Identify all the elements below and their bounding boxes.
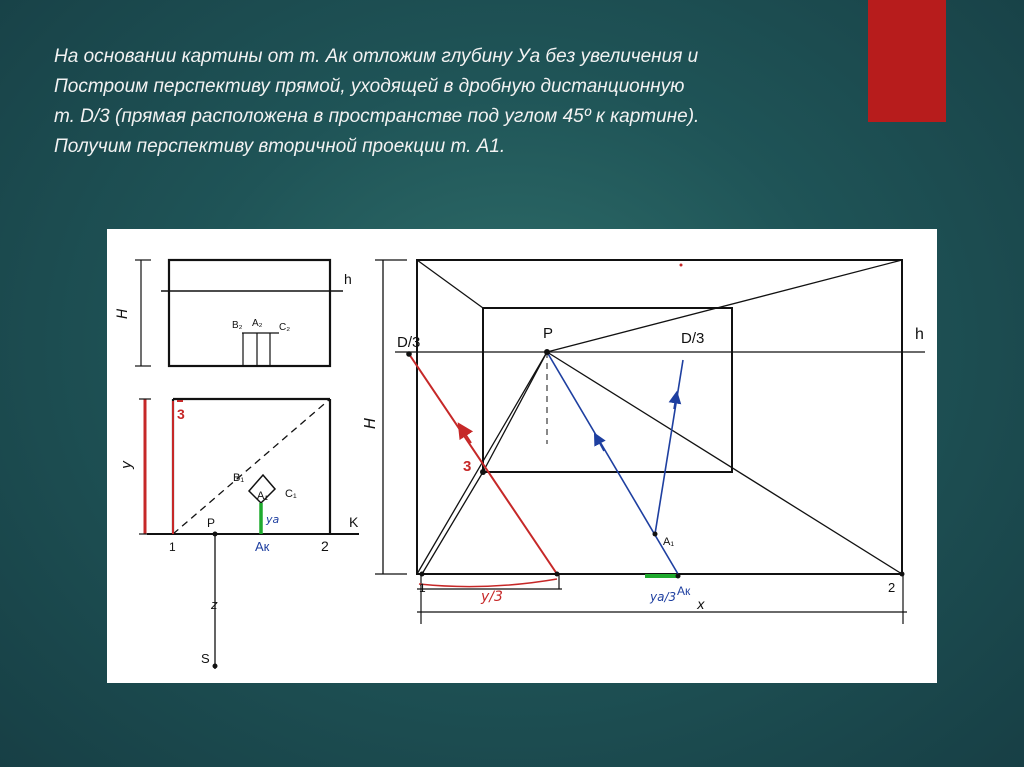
plan-label-3: 3 <box>177 406 185 422</box>
text-line-3: т. D/3 (прямая расположена в пространстве под углом 45º к картине). <box>54 106 700 127</box>
plan-point-S <box>213 664 218 669</box>
front-view-frame <box>169 260 330 366</box>
red-accent-block <box>868 0 946 122</box>
plan-label-P: P <box>207 516 216 530</box>
plan-label-Ak: Aк <box>255 539 270 554</box>
perspective-view <box>375 260 925 624</box>
front-view <box>135 260 343 366</box>
text-line-1: На основании картины от т. Ак отложим глубину Уа без увеличения и <box>54 46 699 67</box>
plan-label-z: z <box>211 598 218 612</box>
front-label-H: H <box>115 308 131 319</box>
front-label-h: h <box>344 271 352 287</box>
point-Ak <box>676 574 681 579</box>
label-y3: y/3 <box>481 589 503 605</box>
plan-label-S: S <box>201 651 210 666</box>
label-D3-right: D/3 <box>681 330 705 347</box>
red-y3-curve <box>419 579 557 587</box>
label-x: x <box>697 598 705 613</box>
diag-top-right-to-P <box>547 260 902 352</box>
label-3: 3 <box>463 458 472 475</box>
blue-line-to-D3 <box>655 360 683 534</box>
label-A1: A₁ <box>663 536 675 548</box>
plan-label-C1: C₁ <box>285 488 297 500</box>
text-line-4: Получим перспективу вторичной проекции т. А1. <box>54 136 506 157</box>
plan-view <box>139 399 359 669</box>
point-P <box>544 349 550 355</box>
blue-line-P-Ak <box>547 352 678 574</box>
red-dot <box>680 264 683 267</box>
text-line-2: Построим перспективу прямой, уходящей в дробную дистанционную <box>54 76 685 97</box>
plan-label-2: 2 <box>321 538 329 554</box>
front-label-b2: B₂ <box>232 320 243 331</box>
perspective-diagram <box>107 229 937 683</box>
diagram-svg <box>107 229 937 683</box>
point-A1 <box>653 532 658 537</box>
point-1 <box>420 572 425 577</box>
label-Ak: Aк <box>677 584 691 598</box>
label-ya3: ya/3 <box>650 590 677 604</box>
plan-label-y: y <box>119 460 135 469</box>
blue-arrow-1 <box>597 438 604 451</box>
point-3 <box>480 469 486 475</box>
label-H: H <box>361 417 379 429</box>
plan-label-B1: B₁ <box>233 472 245 484</box>
plan-diagonal <box>173 399 330 534</box>
ray-2-to-P <box>547 352 902 574</box>
label-h: h <box>915 326 924 343</box>
slide-text <box>54 42 854 162</box>
point-red-end <box>555 572 560 577</box>
label-P: P <box>543 325 554 342</box>
plan-label-A1: A₁ <box>257 490 269 502</box>
label-D3-left: D/3 <box>397 334 421 351</box>
corner-tl <box>417 260 483 308</box>
front-label-c2: C₂ <box>279 322 291 333</box>
point-2 <box>900 572 905 577</box>
ray-1-inner <box>422 472 483 574</box>
plan-point-P <box>213 532 218 537</box>
plan-label-K: K <box>349 514 359 530</box>
point-D3-left <box>406 351 412 357</box>
front-label-a2: A₂ <box>252 318 263 329</box>
plan-label-1: 1 <box>169 540 176 554</box>
plan-label-ya: ya <box>266 513 280 526</box>
label-2: 2 <box>888 580 896 595</box>
label-1: 1 <box>419 581 426 595</box>
ray-3-to-P <box>483 352 547 472</box>
